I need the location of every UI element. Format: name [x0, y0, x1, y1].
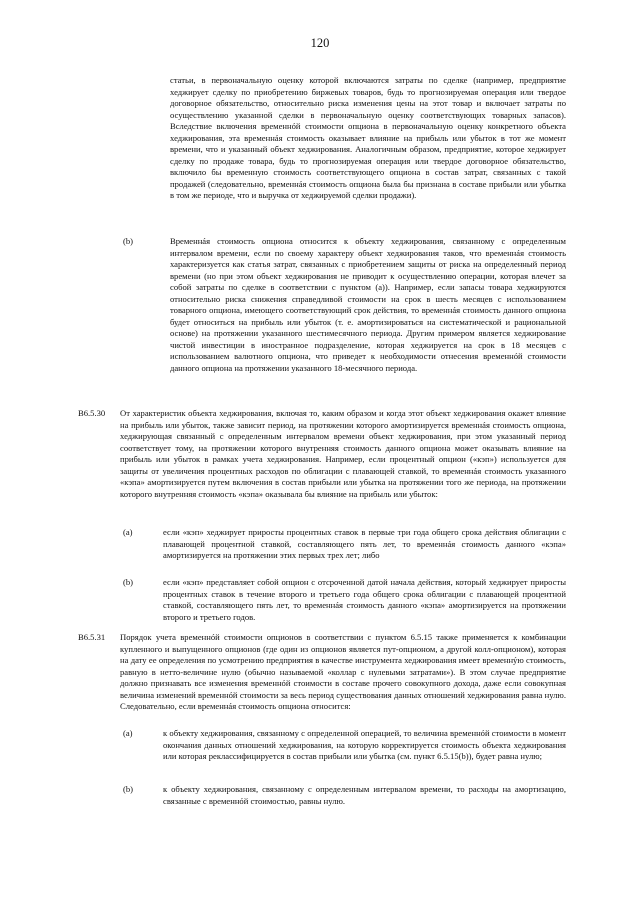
b6531-item-a-text: к объекту хеджирования, связанному с определенной операцией, то величина временнóй стоимости в момент окончания данных отношений хеджирования, на которую корректируется стоимость объекта хеджирования или которая реклассифицируется в состав прибыли или убытка (см. пункт 6.5.15(b)), будет равна нулю;: [163, 728, 566, 762]
page-number: 120: [310, 36, 330, 50]
b6530-item-b-text: если «кэп» представляет собой опцион с отсроченной датой начала действия, который хеджирует приросты процентных ставок в течение второго и третьего года общего срока облигации с плавающей процентной ставкой, составляющего пять лет, то временнáя стоимость данного «кэпа» амортизируется на протяжении второго и третьего годов.: [163, 577, 566, 622]
item-b-label: (b): [123, 236, 134, 246]
b6531-item-a-label: (a): [123, 728, 133, 738]
b6530-item-b-label: (b): [123, 577, 134, 587]
paragraph-number-b6531: B6.5.31: [78, 632, 106, 642]
paragraph-number-b6530: B6.5.30: [78, 408, 106, 418]
paragraph-b6531-text: Порядок учета временнóй стоимости опционов в соответствии с пунктом 6.5.15 также применяется к комбинации купленного и выпущенного опционов (где один из опционов является пут-опционом, а другой колл-опционом), которая на дату ее определения по усмотрению предприятия в качестве инструмента хеджирования имеет временнýю стоимость, равную в нетто-величине нулю (обычно называемой «коллар с нулевыми затратами»). В этом случае предприятие должно признавать все изменения временнóй стоимости в составе прочего совокупного дохода, даже если совокупная величина изменений временнóй стоимости за весь период существования данных отношений хеджирования равна нулю. Следовательно, если временнáя стоимость опциона относится:: [120, 632, 566, 712]
b6531-item-b-label: (b): [123, 784, 134, 794]
continued-paragraph: статьи, в первоначальную оценку которой включаются затраты по сделке (например, предприятие хеджирует сделку по приобретению биржевых товаров, будь то прогнозируемая операция или твердое договорное обязательство, относительно риска изменения цены на этот товар и включает затраты по осуществлению указанной сделки в первоначальную оценку соответствующих товарных запасов). Вследствие включения временнóй стоимости опциона в первоначальную оценку конкретного объекта хеджирования, эта временнáя стоимость оказывает влияние на прибыль или убыток в тот же момент времени, что и указанный объект хеджирования. Аналогичным образом, предприятие, которое хеджирует сделку по продаже товара, будь то прогнозируемая операция или твердое договорное обязательство, включило бы временную стоимость соответствующего опциона в состав затрат, связанных с такой продажей (следовательно, временнáя стоимость опциона была бы признана в составе прибыли или убытка в том же периоде, что и выручка от хеджируемой сделки продажи).: [170, 75, 566, 201]
paragraph-b6530-text: От характеристик объекта хеджирования, включая то, каким образом и когда этот объект хеджирования окажет влияние на прибыль или убыток, также зависит период, на протяжении которого амортизируется временнáя стоимость опциона, хеджирующая связанный с определенным интервалом времени объект хеджирования, при этом указанный период соответствует тому, на протяжении которого внутренняя стоимость данного опциона может оказывать влияние на прибыль или убыток в рамках учета хеджирования. Например, если процентный опцион («кэп») используется для защиты от увеличения процентных расходов по облигации с плавающей ставкой, то временнáя стоимость указанного «кэпа» амортизируется путем включения в состав прибыли или убытка на протяжении того же периода, на протяжении которого внутренняя стоимость «кэпа» оказывала бы влияние на прибыль или убыток:: [120, 408, 566, 499]
b6531-item-b-text: к объекту хеджирования, связанному с определенным интервалом времени, то расходы на амортизацию, связанные с временнóй стоимостью, равны нулю.: [163, 784, 566, 806]
item-b-text: Временнáя стоимость опциона относится к объекту хеджирования, связанному с определенным интервалом времени, если по своему характеру объект хеджирования таков, что временнáя стоимость характеризуется как статья затрат, связанных с приобретением защиты от риска на определенный период времени (но при этом объект хеджирования не приводит к осуществлению операции, которая влечет за собой затраты по сделке в соответствии с пунктом (а)). Например, если запасы товара хеджируются относительно риска снижения справедливой стоимости на срок в шесть месяцев с использованием товарного опциона, имеющего соответствующий срок действия, то временнáя стоимость данного опциона будет относиться на прибыль или убыток (т. е. амортизироваться на систематической и рациональной основе) на протяжении указанного шестимесячного периода. Другим примером является хеджирование чистой инвестиции в иностранное подразделение, которая хеджируется на срок в 18 месяцев с использованием валютного опциона, что приведет к необходимости отнесения временнóй стоимости данного опциона на протяжении указанного 18-месячного периода.: [170, 236, 566, 374]
b6530-item-a-label: (a): [123, 527, 133, 537]
b6530-item-a-text: если «кэп» хеджирует приросты процентных ставок в первые три года общего срока действия облигации с плавающей процентной ставкой, составляющего пять лет, то временнáя стоимость данного «кэпа» амортизируется на протяжении этих первых трех лет; либо: [163, 527, 566, 561]
